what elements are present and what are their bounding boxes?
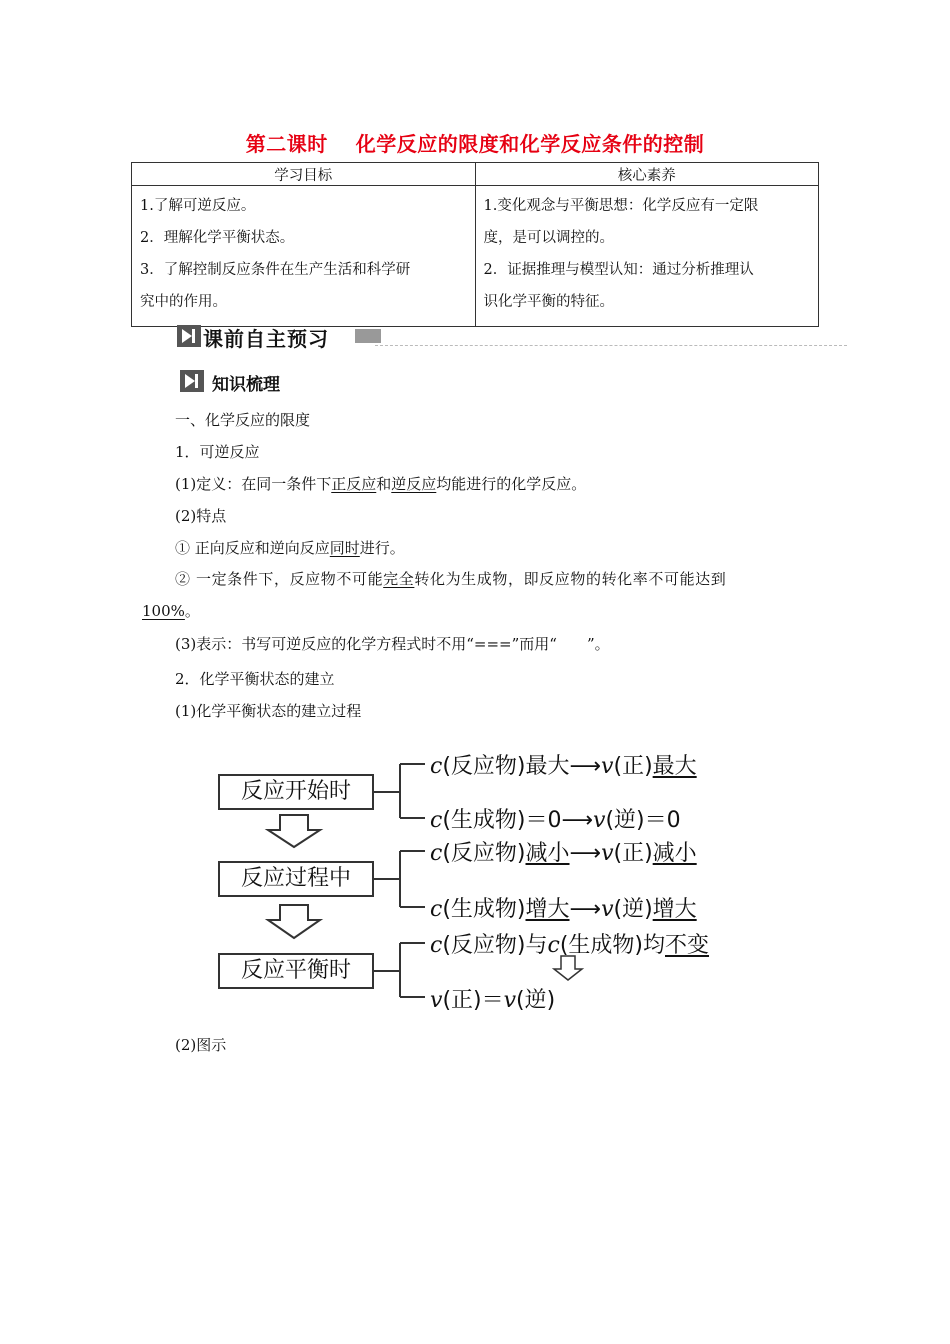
row-process-product: c(生成物)增大⟶v(逆)增大 [430,897,697,922]
table-header-goals: 学习目标 [132,163,476,186]
page-title: 第二课时 化学反应的限度和化学反应条件的控制 [245,132,705,156]
goals-cell: 1.了解可逆反应。 2．理解化学平衡状态。 3．了解控制反应条件在生产生活和科学研 究中的作用。 [132,186,476,327]
box-equilibrium: 反应平衡时 [218,953,374,989]
feature-heading: (2)特点 [175,507,227,525]
arrow-icon [180,370,204,392]
row-equilibrium-rate: v(正)＝v(逆) [430,988,556,1013]
competence-cell: 1.变化观念与平衡思想：化学反应有一定限 度，是可以调控的。 2．证据推理与模型认知：通过分析推理认 识化学平衡的特征。 [475,186,819,327]
definition-line: (1)定义：在同一条件下正反应和逆反应均能进行的化学反应。 [175,475,587,493]
feature-2: ② 一定条件下，反应物不可能完全转化为生成物，即反应物的转化率不可能达到 [175,570,727,588]
feature-2-cont: 100%。 [142,602,200,620]
row-start-product: c(生成物)＝0⟶v(逆)＝0 [430,808,681,833]
box-process: 反应过程中 [218,861,374,897]
feature-1: ① 正向反应和逆向反应同时进行。 [175,539,405,557]
figure-heading: (2)图示 [175,1036,227,1054]
heading-equilibrium: 2．化学平衡状态的建立 [175,670,335,688]
box-start: 反应开始时 [218,774,374,810]
process-heading: (1)化学平衡状态的建立过程 [175,702,362,720]
equilibrium-flow-diagram [210,745,780,1015]
section-banner: 课前自主预习 [175,323,847,349]
objectives-table [131,162,819,327]
heading-limit: 一、化学反应的限度 [175,411,311,429]
arrow-icon [177,325,201,347]
table-header-competence: 核心素养 [475,163,819,186]
heading-reversible: 1．可逆反应 [175,443,260,461]
representation-line: (3)表示：书写可逆反应的化学方程式时不用“===”而用“ ”。 [175,635,610,653]
row-start-reactant: c(反应物)最大⟶v(正)最大 [430,754,697,779]
row-equilibrium-conc: c(反应物)与c(生成物)均不变 [430,933,710,958]
row-process-reactant: c(反应物)减小⟶v(正)减小 [430,841,697,866]
